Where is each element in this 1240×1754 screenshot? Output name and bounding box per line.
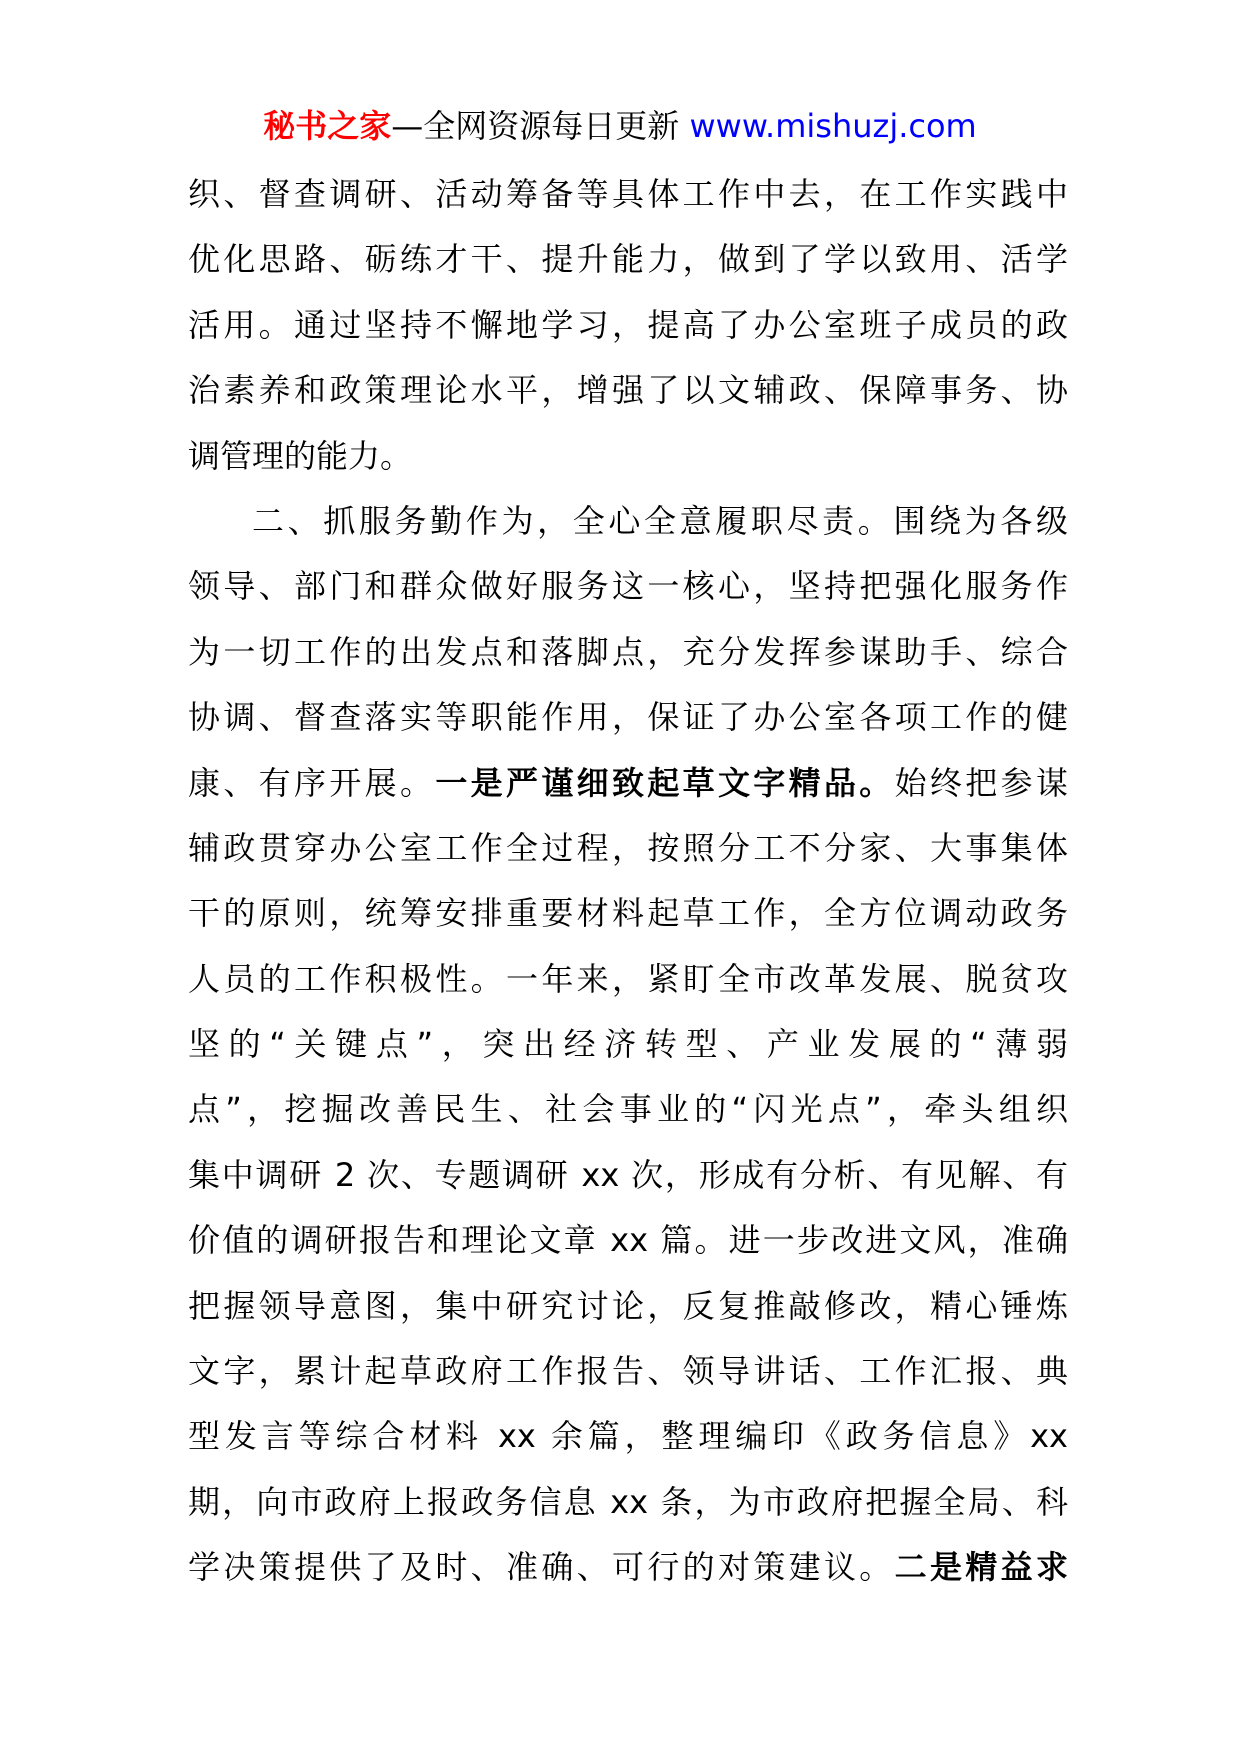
text-segment: 治素养和政策理论水平，增强了以文辅政、保障事务、协 xyxy=(188,371,1068,410)
text-line xyxy=(188,424,1068,489)
text-segment: 辅政贯穿办公室工作全过程，按照分工不分家、大事集体 xyxy=(188,828,1068,867)
document-body xyxy=(188,162,1068,1601)
text-line xyxy=(188,1535,1068,1600)
text-line xyxy=(188,816,1068,881)
text-segment: 价值的调研报告和理论文章 xx 篇。进一步改进文风，准确 xyxy=(188,1221,1068,1260)
text-segment: 期，向市政府上报政务信息 xx 条，为市政府把握全局、科 xyxy=(188,1482,1068,1521)
text-segment: 康、有序开展。 xyxy=(188,763,436,802)
text-segment: 型发言等综合材料 xx 余篇，整理编印《政务信息》xx xyxy=(188,1417,1068,1456)
text-segment: 活用。通过坚持不懈地学习，提高了办公室班子成员的政 xyxy=(188,305,1068,344)
text-line xyxy=(188,489,1068,554)
text-segment: 二、抓服务勤作为，全心全意履职尽责。围绕为各级 xyxy=(252,501,1068,540)
text-line xyxy=(188,947,1068,1012)
text-line xyxy=(188,1404,1068,1469)
site-header xyxy=(0,104,1240,148)
text-line xyxy=(188,1208,1068,1273)
text-line xyxy=(188,620,1068,685)
text-segment: 把握领导意图，集中研究讨论，反复推敲修改，精心锤炼 xyxy=(188,1286,1068,1325)
text-line xyxy=(188,358,1068,423)
text-segment: 坚的“关键点”，突出经济转型、产业发展的“薄弱 xyxy=(188,1025,1068,1064)
text-segment: 优化思路、砺练才干、提升能力，做到了学以致用、活学 xyxy=(188,240,1068,279)
text-segment: 点”，挖掘改善民生、社会事业的“闪光点”，牵头组织 xyxy=(188,1090,1068,1129)
bold-text-segment: 二是精益求 xyxy=(894,1548,1068,1587)
text-line xyxy=(188,881,1068,946)
text-line xyxy=(188,751,1068,816)
text-line xyxy=(188,1077,1068,1142)
text-segment: 干的原则，统筹安排重要材料起草工作，全方位调动政务 xyxy=(188,894,1068,933)
text-line xyxy=(188,227,1068,292)
text-line xyxy=(188,1470,1068,1535)
text-line xyxy=(188,685,1068,750)
text-line xyxy=(188,1012,1068,1077)
site-url-link[interactable]: www.mishuzj.com xyxy=(689,107,977,145)
text-segment: 协调、督查落实等职能作用，保证了办公室各项工作的健 xyxy=(188,698,1068,737)
text-line xyxy=(188,162,1068,227)
text-segment: 集中调研 2 次、专题调研 xx 次，形成有分析、有见解、有 xyxy=(188,1155,1068,1194)
text-line xyxy=(188,1274,1068,1339)
text-segment: 人员的工作积极性。一年来，紧盯全市改革发展、脱贫攻 xyxy=(188,959,1068,998)
text-line xyxy=(188,554,1068,619)
site-brand: 秘书之家 xyxy=(263,107,392,145)
text-segment: 织、督查调研、活动筹备等具体工作中去，在工作实践中 xyxy=(188,175,1068,213)
text-segment: 调管理的能力。 xyxy=(188,436,413,475)
text-segment: 领导、部门和群众做好服务这一核心，坚持把强化服务作 xyxy=(188,567,1068,606)
bold-text-segment: 一是严谨细致起草文字精品。 xyxy=(435,763,895,802)
site-tagline: —全网资源每日更新 xyxy=(391,107,690,145)
text-segment: 文字，累计起草政府工作报告、领导讲话、工作汇报、典 xyxy=(188,1352,1068,1391)
text-line xyxy=(188,1143,1068,1208)
text-segment: 学决策提供了及时、准确、可行的对策建议。 xyxy=(188,1548,895,1587)
text-segment: 始终把参谋 xyxy=(894,763,1068,802)
text-line xyxy=(188,293,1068,358)
text-line xyxy=(188,1339,1068,1404)
text-segment: 为一切工作的出发点和落脚点，充分发挥参谋助手、综合 xyxy=(188,632,1068,671)
